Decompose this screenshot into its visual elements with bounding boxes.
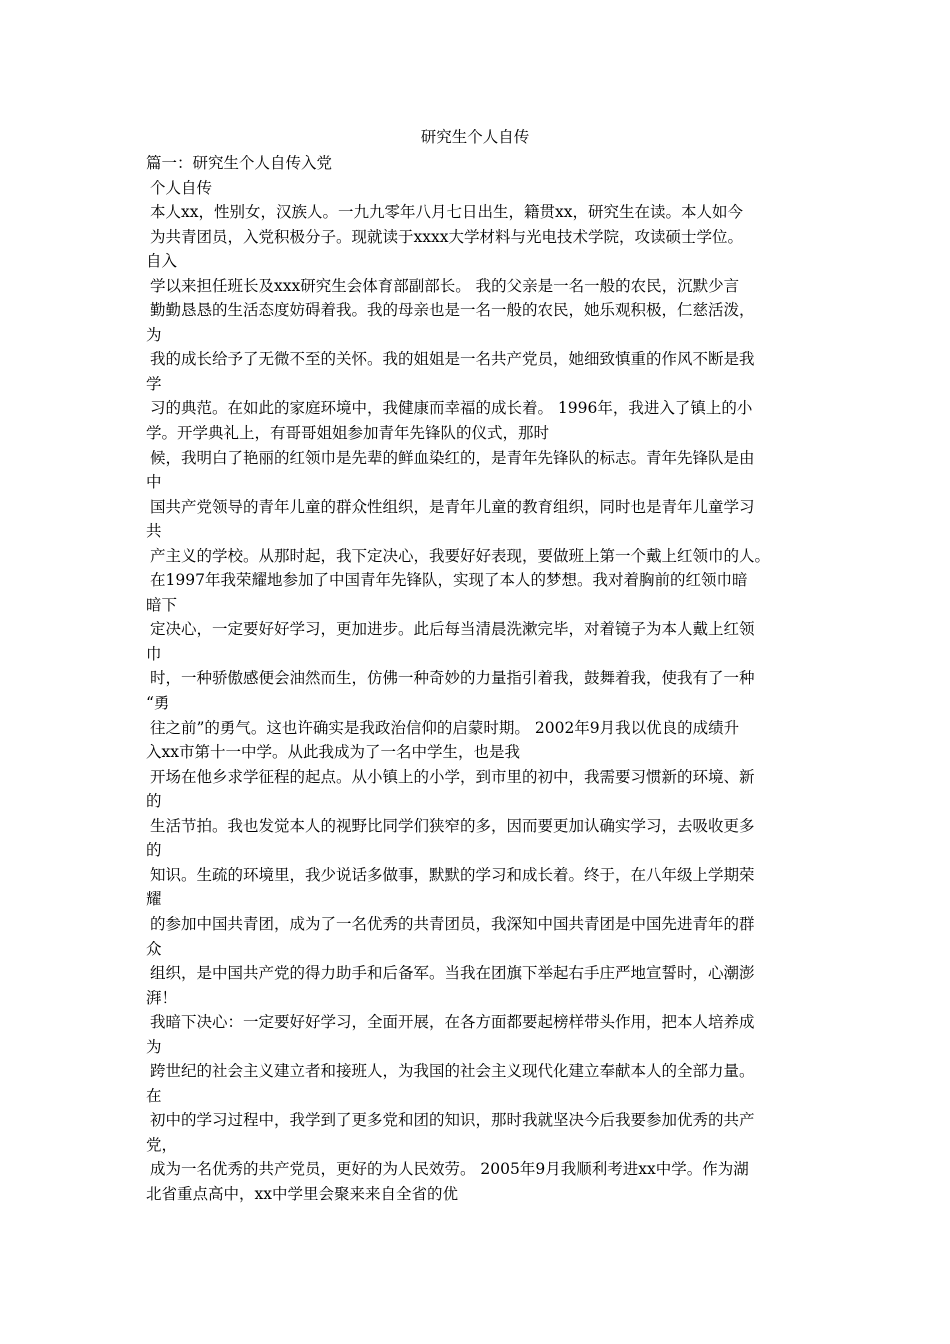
text-line: 组织，是中国共产党的得力助手和后备军。当我在团旗下举起右手庄严地宣誓时，心潮澎 — [150, 964, 755, 983]
text-line: 生活节拍。我也发觉本人的视野比同学们狭窄的多，因而要更加认确实学习，去吸收更多 — [150, 816, 755, 835]
text-line: 习的典范。在如此的家庭环境中，我健康而幸福的成长着。 1996年，我进入了镇上的小 — [150, 399, 753, 418]
text-line: 湃！ — [146, 988, 178, 1007]
text-line: 我暗下决心：一定要好好学习，全面开展，在各方面都要起榜样带头作用，把本人培养成 — [150, 1013, 755, 1032]
text-line: 为 — [146, 1037, 162, 1056]
text-line: 为 — [146, 325, 162, 344]
text-line: 开场在他乡求学征程的起点。从小镇上的小学，到市里的初中，我需要习惯新的环境、新 — [150, 767, 755, 786]
text-line: 国共产党领导的青年儿童的群众性组织，是青年儿童的教育组织，同时也是青年儿童学习 — [150, 497, 755, 516]
text-line: 共 — [146, 522, 162, 541]
document-title: 研究生个人自传 — [420, 128, 530, 146]
text-line: 中 — [146, 473, 162, 492]
text-line: 的 — [146, 841, 162, 860]
text-line: 在 — [146, 1086, 162, 1105]
text-line: 学 — [146, 374, 162, 393]
text-line: 往之前”的勇气。这也许确实是我政治信仰的启蒙时期。 2002年9月我以优良的成绩升 — [150, 718, 740, 737]
text-line: 巾 — [146, 644, 162, 663]
text-line: 入xx市第十一中学。从此我成为了一名中学生，也是我 — [146, 743, 520, 762]
text-line: 的参加中国共青团，成为了一名优秀的共青团员，我深知中国共青团是中国先进青年的群 — [150, 914, 755, 933]
text-line: 暗下 — [146, 595, 178, 614]
document-body — [146, 151, 816, 1207]
text-line: 跨世纪的社会主义建立者和接班人，为我国的社会主义现代化建立奉献本人的全部力量。 — [150, 1062, 755, 1081]
text-line: 成为一名优秀的共产党员，更好的为人民效劳。 2005年9月我顺利考进xx中学。作为湖 — [150, 1160, 749, 1179]
text-line: 勤勤恳恳的生活态度妨碍着我。我的母亲也是一名一般的农民，她乐观积极，仁慈活泼， — [150, 301, 755, 320]
text-line: 的 — [146, 792, 162, 811]
text-line: 耀 — [146, 890, 162, 909]
text-line: 党， — [146, 1135, 178, 1154]
text-line: 众 — [146, 939, 162, 958]
text-line: 篇一：研究生个人自传入党 — [146, 154, 333, 172]
text-line: 知识。生疏的环境里，我少说话多做事，默默的学习和成长着。终于，在八年级上学期荣 — [150, 865, 755, 884]
text-line: 候，我明白了艳丽的红领巾是先辈的鲜血染红的，是青年先锋队的标志。青年先锋队是由 — [150, 448, 755, 467]
text-line: 初中的学习过程中，我学到了更多党和团的知识，那时我就坚决今后我要参加优秀的共产 — [150, 1111, 755, 1130]
text-line: 个人自传 — [150, 178, 213, 197]
text-line: 定决心，一定要好好学习，更加进步。此后每当清晨洗漱完毕，对着镜子为本人戴上红领 — [150, 620, 755, 639]
text-line: 为共青团员，入党积极分子。现就读于xxxx大学材料与光电技术学院，攻读硕士学位。 — [150, 227, 743, 246]
text-line: 北省重点高中，xx中学里会聚来来自全省的优 — [146, 1184, 458, 1203]
text-line: 本人xx，性别女，汉族人。一九九零年八月七日出生，籍贯xx，研究生在读。本人如今 — [150, 203, 743, 222]
text-line: 产主义的学校。从那时起，我下定决心，我要好好表现，要做班上第一个戴上红领巾的人。 — [150, 546, 771, 565]
text-line: 在1997年我荣耀地参加了中国青年先锋队，实现了本人的梦想。我对着胸前的红领巾暗 — [150, 571, 748, 590]
text-line: “勇 — [146, 694, 170, 713]
text-line: 时，一种骄傲感便会油然而生，仿佛一种奇妙的力量指引着我，鼓舞着我，使我有了一种 — [150, 669, 755, 688]
text-line: 学以来担任班长及xxx研究生会体育部副部长。 我的父亲是一名一般的农民，沉默少言 — [150, 276, 740, 295]
text-line: 学。开学典礼上，有哥哥姐姐参加青年先锋队的仪式，那时 — [146, 424, 550, 443]
text-line: 自入 — [146, 252, 178, 271]
text-line: 我的成长给予了无微不至的关怀。我的姐姐是一名共产党员，她细致慎重的作风不断是我 — [150, 350, 755, 369]
